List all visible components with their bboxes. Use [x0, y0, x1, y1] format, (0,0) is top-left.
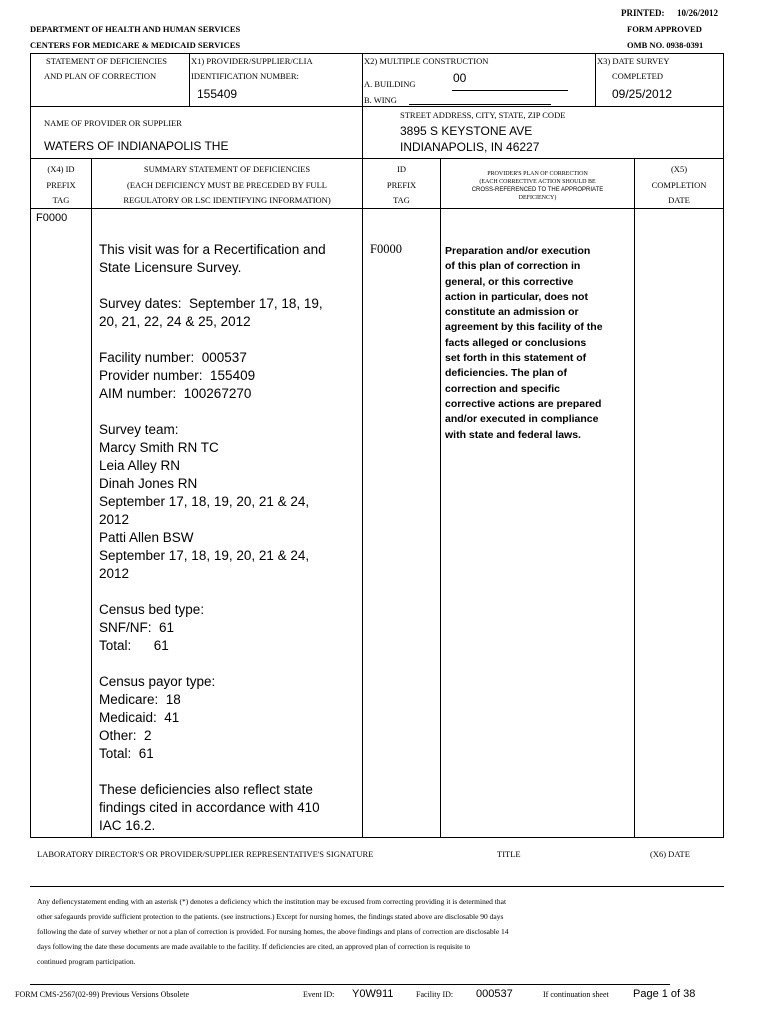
- plan-of-correction: Preparation and/or execution of this plan of correction in general, or this corrective action in particular, does not constitute an admission or agreement by this facility of the facts alleged or conclusions set forth in this statement of deficiencies. The plan of correction and specific corrective actions are prepared and/or executed in compliance with state and federal laws.: [445, 245, 603, 441]
- provider-id-value: 155409: [197, 87, 238, 101]
- summary-label-3: REGULATORY OR LSC IDENTIFYING INFORMATION): [123, 195, 331, 205]
- provider-name: WATERS OF INDIANAPOLIS THE: [44, 139, 229, 153]
- disclaimer-line: days following the date these documents are made available to the facility. If deficiencies are cited, an approved plan of correction is requisite to: [37, 942, 471, 951]
- plan-label-2: (EACH CORRECTIVE ACTION SHOULD BE: [479, 179, 596, 185]
- plan-label-4: DEFICIENCY): [518, 195, 557, 201]
- rule-v6: [634, 158, 635, 838]
- rule-footer: [30, 984, 670, 985]
- rule-top: [30, 53, 724, 54]
- left-tag: F0000: [36, 212, 68, 224]
- rule-h4: [30, 837, 724, 838]
- facility-id-value: 000537: [476, 988, 513, 1000]
- disclaimer-line: other safegaurds provide sufficient protection to the patients. (see instructions.) Except for nursing homes, the findings stated above are disclosable 90 days: [37, 912, 504, 921]
- statement-label-2: AND PLAN OF CORRECTION: [44, 71, 157, 81]
- rule-v5: [440, 158, 441, 838]
- rule-signature: [30, 886, 724, 887]
- x4-label-3: TAG: [52, 195, 70, 205]
- x5-label-1: (X5): [670, 164, 688, 174]
- rule-h3: [30, 208, 724, 209]
- disclaimer-line: Any defiencystatement ending with an asterisk (*) denotes a deficiency which the institution may be excused from correcting providing it is determined that: [37, 897, 507, 906]
- department-title: DEPARTMENT OF HEALTH AND HUMAN SERVICES: [30, 24, 241, 34]
- street-address: 3895 S KEYSTONE AVE: [400, 124, 533, 138]
- city-state-zip: INDIANAPOLIS, IN 46227: [400, 140, 540, 154]
- form-number: FORM CMS-2567(02-99) Previous Versions Obsolete: [15, 990, 190, 999]
- summary-label-1: SUMMARY STATEMENT OF DEFICIENCIES: [143, 164, 311, 174]
- x3-label-1: X3) DATE SURVEY: [597, 56, 670, 66]
- form-approved: FORM APPROVED: [627, 24, 702, 34]
- x5-label-2: COMPLETION: [651, 180, 707, 190]
- facility-id-label: Facility ID:: [416, 990, 454, 999]
- omb-number: OMB NO. 0938-0391: [627, 40, 704, 50]
- rule-v4: [91, 158, 92, 838]
- id-label-3: TAG: [393, 195, 410, 205]
- wing-label: B. WING: [364, 95, 397, 105]
- x2-label: X2) MULTIPLE CONSTRUCTION: [364, 56, 489, 66]
- x1-label-1: X1) PROVIDER/SUPPLIER/CLIA: [191, 56, 313, 66]
- right-tag: F0000: [370, 242, 402, 256]
- rule-v3: [595, 53, 596, 106]
- page-number: Page 1 of 38: [633, 988, 696, 1000]
- survey-date-value: 09/25/2012: [612, 87, 673, 101]
- disclaimer-line: continued program participation.: [37, 957, 136, 966]
- event-id-label: Event ID:: [303, 990, 335, 999]
- event-id-value: Y0W911: [352, 988, 394, 1000]
- disclaimer: [37, 894, 509, 969]
- continuation-label: If continuation sheet: [543, 990, 609, 999]
- plan-label-3: CROSS-REFERENCED TO THE APPROPRIATE: [471, 187, 604, 193]
- building-label: A. BUILDING: [364, 79, 416, 89]
- rule-h1: [30, 106, 724, 107]
- x5-label-3: DATE: [668, 195, 690, 205]
- centers-title: CENTERS FOR MEDICARE & MEDICAID SERVICES: [30, 40, 241, 50]
- printed-date: 10/26/2012: [677, 8, 719, 18]
- rule-v1: [189, 53, 190, 106]
- disclaimer-line: following the date of survey whether or not a plan of correction is provided. For nursing homes, the above findings and plans of correction are disclosable 14: [37, 927, 509, 936]
- id-label-1: ID: [397, 164, 406, 174]
- building-line: [452, 90, 568, 91]
- rule-h2: [30, 158, 724, 159]
- x4-label-1: (X4) ID: [47, 164, 75, 174]
- title-label: TITLE: [497, 849, 521, 859]
- summary-statement: This visit was for a Recertification and State Licensure Survey. Survey dates: September 17, 18, 19, 20, 21, 22, 24 & 25, 2012 Facility number: 000537 Provider number: 155409 AIM number: 100267270 Survey team: Marcy Smith RN TC Leia Alley RN Dinah Jones RN September 17, 18, 19, 20, 21 & 24, 2012 Patti Allen BSW September 17, 18, 19, 20, 21 & 24, 2012 Census bed type: SNF/NF: 61 Total: 61 Census payor type: Medicare: 18 Medicaid: 41 Other: 2 Total: 61 These deficiencies also reflect state findings cited in accordance with 410 IAC 16.2.: [99, 242, 326, 833]
- printed-label: PRINTED:: [621, 8, 665, 18]
- provider-name-label: NAME OF PROVIDER OR SUPPLIER: [44, 118, 182, 128]
- x4-label-2: PREFIX: [46, 180, 76, 190]
- statement-label-1: STATEMENT OF DEFICIENCIES: [46, 56, 168, 66]
- wing-line: [409, 104, 551, 105]
- summary-label-2: (EACH DEFICIENCY MUST BE PRECEDED BY FULL: [127, 180, 327, 190]
- x1-label-2: IDENTIFICATION NUMBER:: [191, 71, 299, 81]
- rule-right: [723, 53, 724, 838]
- x2-value: 00: [453, 71, 467, 85]
- address-label: STREET ADDRESS, CITY, STATE, ZIP CODE: [400, 110, 566, 120]
- plan-label-1: PROVIDER'S PLAN OF CORRECTION: [487, 171, 588, 177]
- signature-label: LABORATORY DIRECTOR'S OR PROVIDER/SUPPLIER REPRESENTATIVE'S SIGNATURE: [37, 849, 374, 859]
- x3-label-2: COMPLETED: [612, 71, 663, 81]
- id-label-2: PREFIX: [386, 180, 417, 190]
- x6-date-label: (X6) DATE: [650, 849, 690, 859]
